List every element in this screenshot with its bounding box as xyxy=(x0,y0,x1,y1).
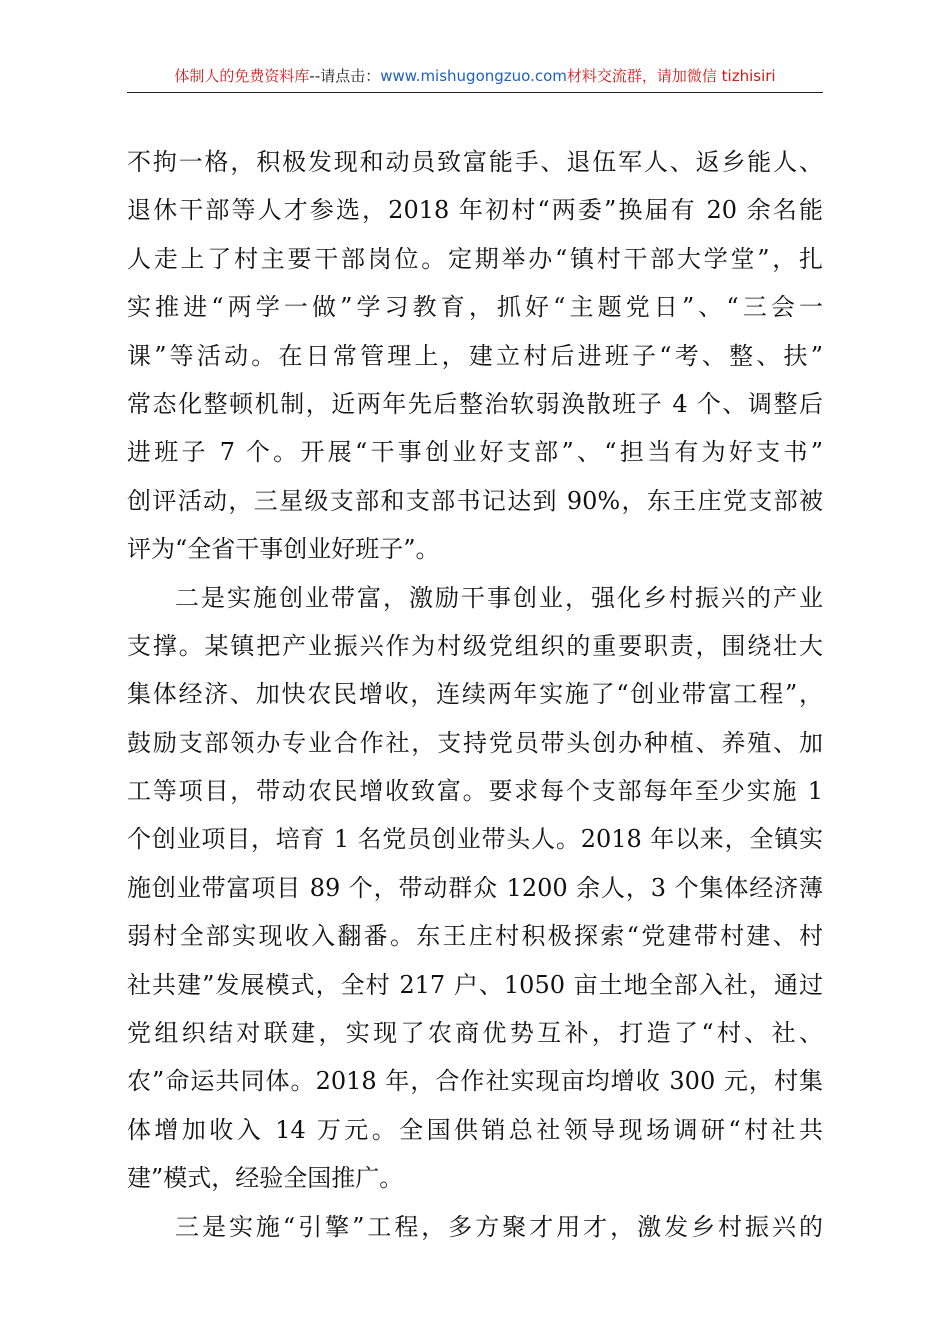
paragraph-3 xyxy=(127,1203,823,1251)
header-contact-note: 材料交流群，请加微信 tizhisiri xyxy=(566,67,776,85)
paragraph-1 xyxy=(127,138,823,574)
text-line: 二是实施创业带富，激励干事创业，强化乡村振兴的产业 xyxy=(175,583,823,612)
text-line: 个创业项目，培育 1 名党员创业带头人。2018 年以来，全镇实 xyxy=(127,825,823,854)
text-line: 建”模式，经验全国推广。 xyxy=(127,1164,404,1193)
text-line: 集体经济、加快农民增收，连续两年实施了“创业带富工程”， xyxy=(127,680,823,709)
text-line: 鼓励支部领办专业合作社，支持党员带头创办种植、养殖、加 xyxy=(127,728,823,757)
text-line: 弱村全部实现收入翻番。东王庄村积极探索“党建带村建、村 xyxy=(127,922,823,951)
text-line: 施创业带富项目 89 个，带动群众 1200 余人，3 个集体经济薄 xyxy=(127,873,823,902)
text-line: 党组织结对联建，实现了农商优势互补，打造了“村、社、 xyxy=(127,1019,823,1048)
text-line: 社共建”发展模式，全村 217 户、1050 亩土地全部入社，通过 xyxy=(127,970,823,999)
text-line: 创评活动，三星级支部和支部书记达到 90%，东王庄党支部被 xyxy=(127,486,823,515)
text-line: 进班子 7 个。开展“干事创业好支部”、“担当有为好支书” xyxy=(127,438,823,467)
text-line: 农”命运共同体。2018 年，合作社实现亩均增收 300 元，村集 xyxy=(127,1067,823,1096)
text-line: 支撑。某镇把产业振兴作为村级党组织的重要职责，围绕壮大 xyxy=(127,631,823,660)
text-line: 人走上了村主要干部岗位。定期举办“镇村干部大学堂”，扎 xyxy=(127,244,823,273)
text-line: 不拘一格，积极发现和动员致富能手、退伍军人、返乡能人、 xyxy=(127,148,823,176)
paragraph-2 xyxy=(127,574,823,1203)
text-line: 常态化整顿机制，近两年先后整治软弱涣散班子 4 个、调整后 xyxy=(127,389,823,418)
document-body xyxy=(127,138,823,1251)
text-line: 三是实施“引擎”工程，多方聚才用才，激发乡村振兴的 xyxy=(175,1212,823,1241)
text-line: 评为“全省干事创业好班子”。 xyxy=(127,535,440,564)
header-prompt: --请点击： xyxy=(309,67,381,85)
text-line: 体增加收入 14 万元。全国供销总社领导现场调研“村社共 xyxy=(127,1115,823,1144)
header-brand: 体制人的免费资料库 xyxy=(174,67,310,85)
text-line: 实推进“两学一做”学习教育，抓好“主题党日”、“三会一 xyxy=(127,293,823,322)
header-url-link[interactable]: www.mishugongzuo.com xyxy=(380,67,567,85)
text-line: 课”等活动。在日常管理上，建立村后进班子“考、整、扶” xyxy=(127,341,823,370)
text-line: 退休干部等人才参选，2018 年初村“两委”换届有 20 余名能 xyxy=(127,196,823,225)
page-header xyxy=(127,66,823,93)
text-line: 工等项目，带动农民增收致富。要求每个支部每年至少实施 1 xyxy=(127,777,823,806)
